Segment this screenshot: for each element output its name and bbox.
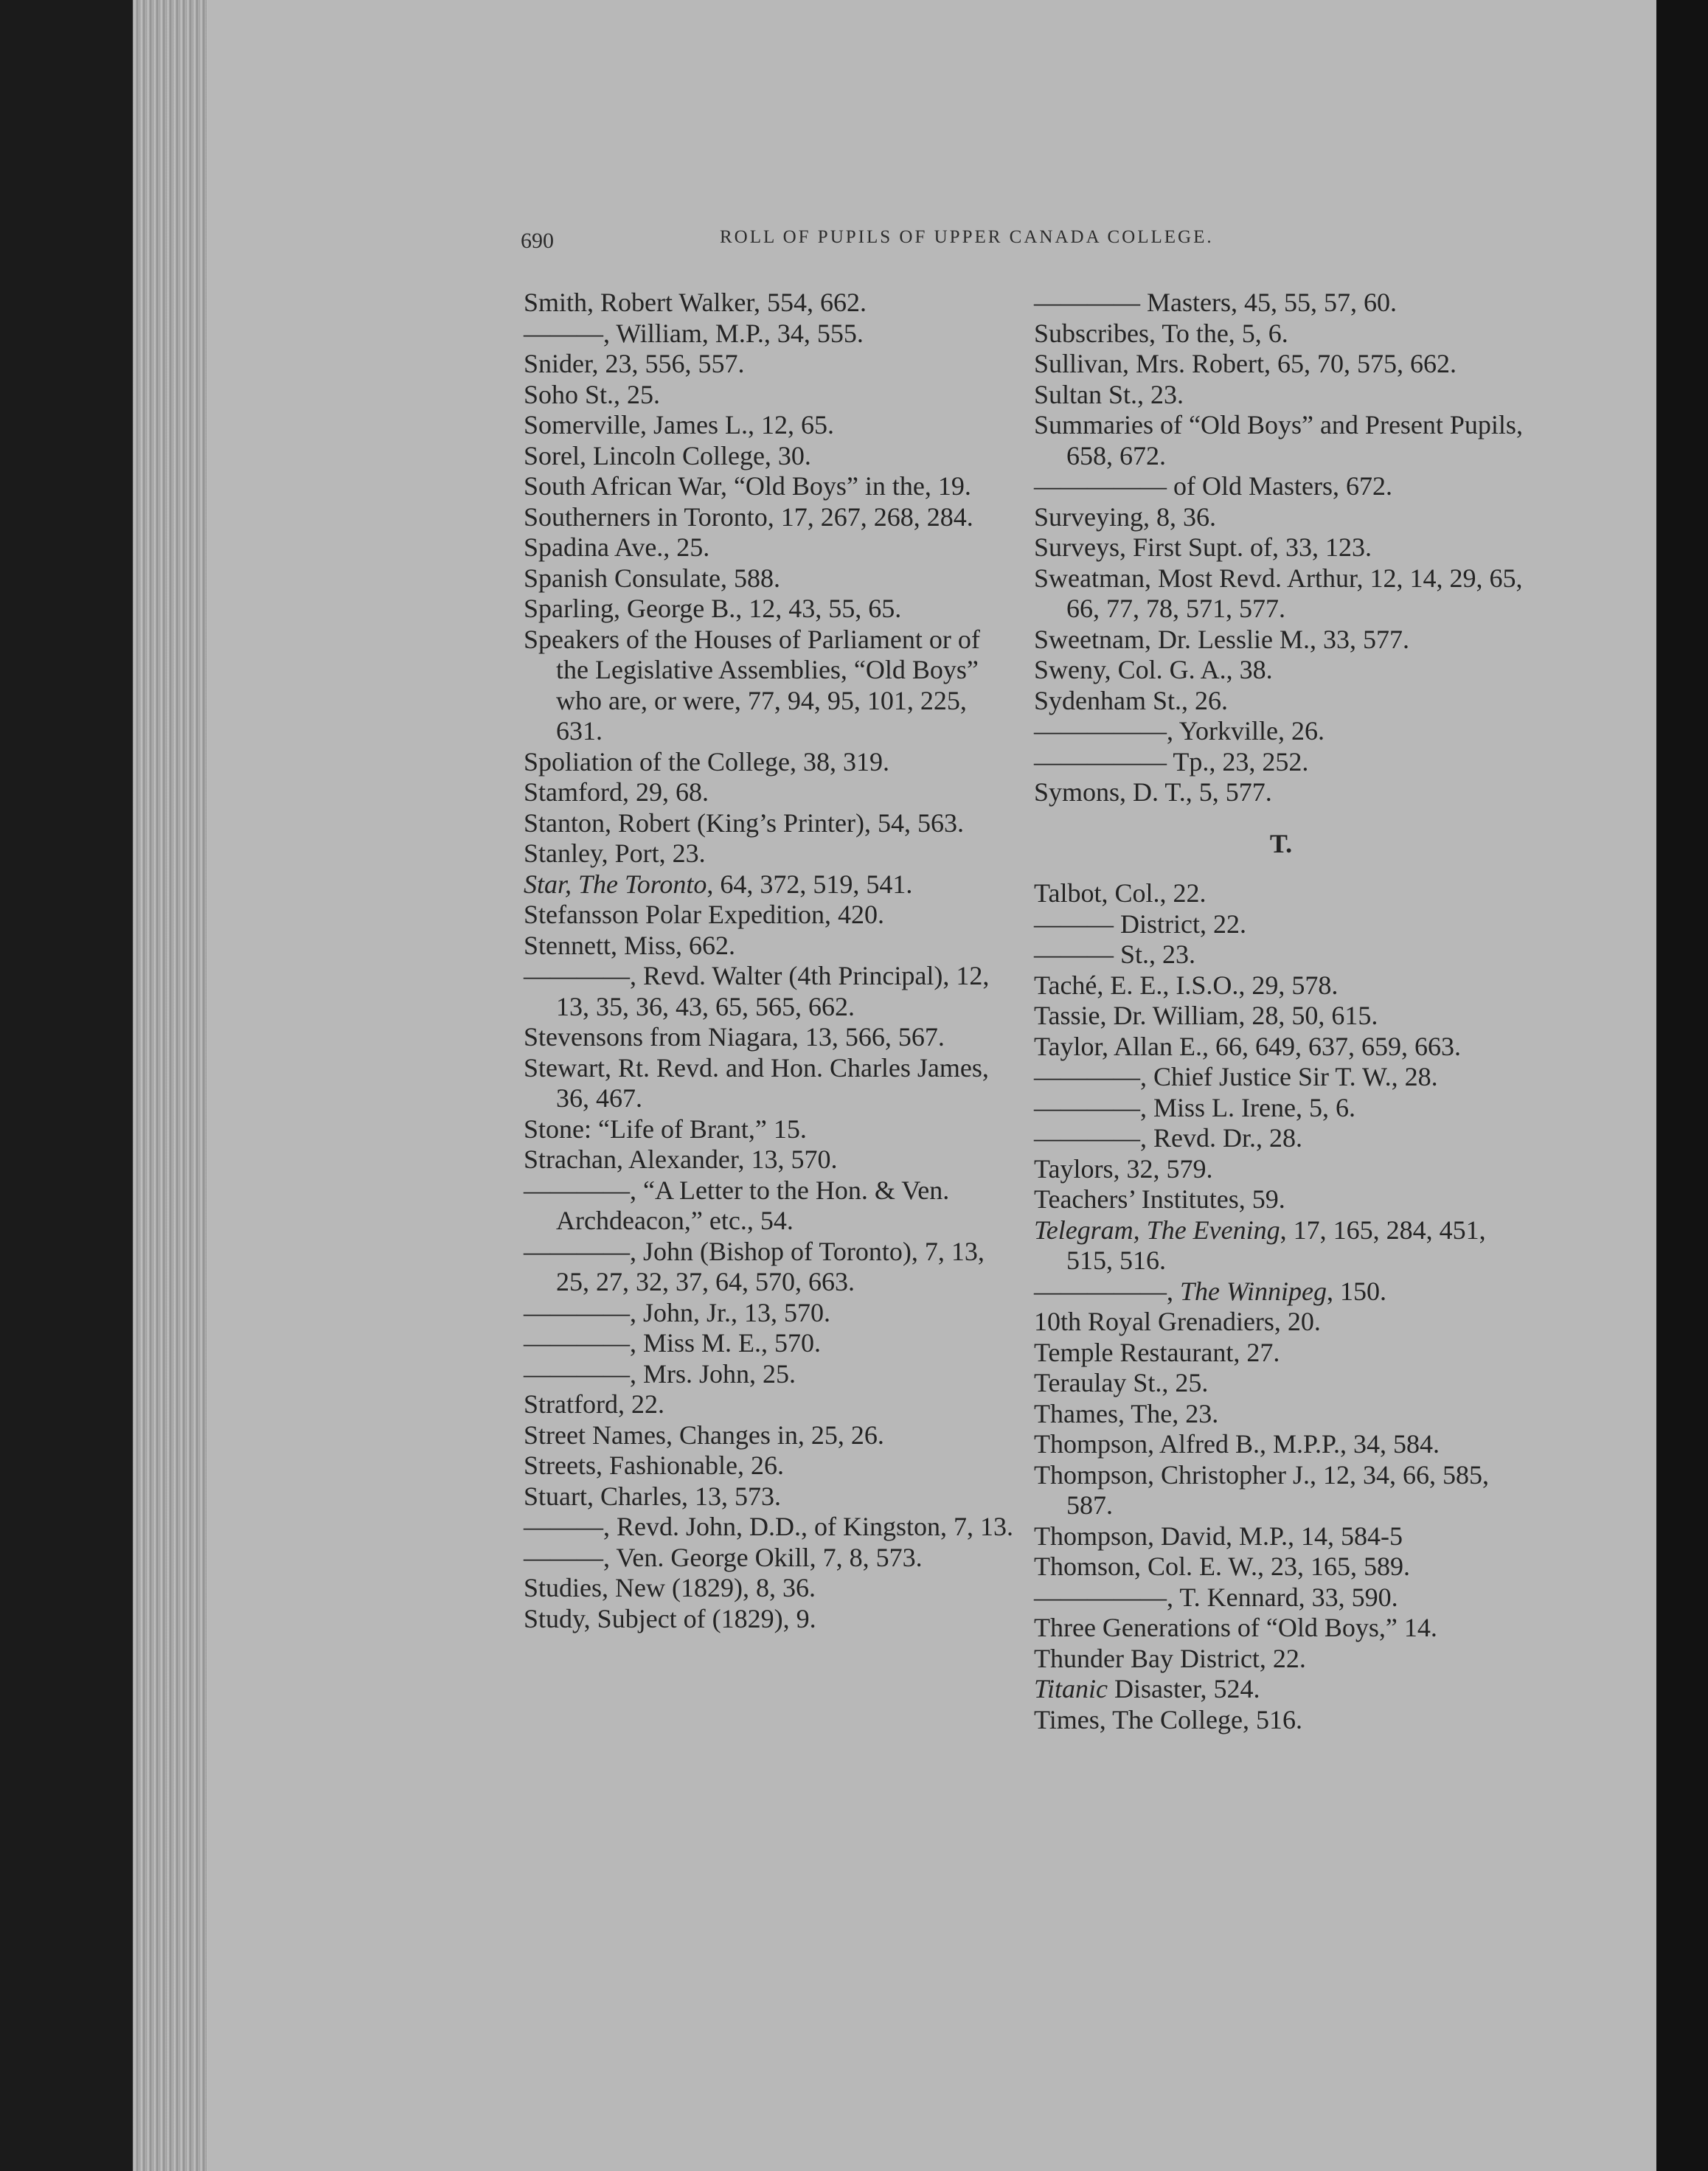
index-entry: Tassie, Dr. William, 28, 50, 615. <box>1034 1001 1378 1030</box>
index-entry: Stevensons from Niagara, 13, 566, 567. <box>524 1022 945 1052</box>
index-entry: Surveys, First Supt. of, 33, 123. <box>1034 532 1372 562</box>
index-entry: Southerners in Toronto, 17, 267, 268, 284. <box>524 501 973 532</box>
index-entry: Times, The College, 516. <box>1034 1704 1303 1734</box>
index-entry: ———, William, M.P., 34, 555. <box>524 318 864 348</box>
index-entry: —————, T. Kennard, 33, 590. <box>1034 1582 1398 1612</box>
index-entry: Thames, The, 23. <box>1034 1398 1219 1428</box>
index-entry: 10th Royal Grenadiers, 20. <box>1034 1307 1321 1336</box>
index-entry: Study, Subject of (1829), 9. <box>524 1603 816 1633</box>
index-entry: Sweetnam, Dr. Lesslie M., 33, 577. <box>1034 624 1409 654</box>
section-letter-t: T. <box>1269 828 1293 858</box>
index-entry: Thompson, Christopher J., 12, 34, 66, 585, 587. <box>1034 1459 1489 1520</box>
index-entry: Temple Restaurant, 27. <box>1034 1337 1280 1367</box>
index-entry: Teraulay St., 25. <box>1034 1368 1209 1397</box>
index-entry: Stanton, Robert (King’s Printer), 54, 563. <box>524 807 964 838</box>
index-entry: ————, Revd. Walter (4th Principal), 12, 13, 35, 36, 43, 65, 565, 662. <box>524 961 990 1021</box>
index-entry: Spoliation of the College, 38, 319. <box>524 746 889 777</box>
index-entry: Titanic Disaster, 524. <box>1034 1674 1260 1703</box>
index-entry: ————, Miss L. Irene, 5, 6. <box>1034 1092 1355 1122</box>
index-entry: Star, The Toronto, 64, 372, 519, 541. <box>524 869 913 899</box>
index-entry: ————— of Old Masters, 672. <box>1034 471 1392 501</box>
index-entry: Stone: “Life of Brant,” 15. <box>524 1114 807 1144</box>
index-entry: Taylor, Allan E., 66, 649, 637, 659, 663. <box>1034 1031 1461 1061</box>
index-entry: ———, Ven. George Okill, 7, 8, 573. <box>524 1542 923 1572</box>
index-entry: Spanish Consulate, 588. <box>524 563 780 593</box>
index-entry: South African War, “Old Boys” in the, 19. <box>524 471 971 501</box>
index-entry: Sweatman, Most Revd. Arthur, 12, 14, 29, 65, 66, 77, 78, 571, 577. <box>1034 563 1523 623</box>
index-column-left <box>524 288 1018 1634</box>
index-entry: Speakers of the Houses of Parliament or of the Legislative Assemblies, “Old Boys” who are, or were, 77, 94, 95, 101, 225, 631. <box>524 624 980 746</box>
index-entry: ———— Masters, 45, 55, 57, 60. <box>1034 288 1397 317</box>
index-entry: Symons, D. T., 5, 577. <box>1034 777 1272 807</box>
index-entry: Stennett, Miss, 662. <box>524 930 736 960</box>
index-entry: Somerville, James L., 12, 65. <box>524 410 834 440</box>
page-shadow <box>1656 0 1708 2171</box>
index-entry: ————, “A Letter to the Hon. & Ven. Archdeacon,” etc., 54. <box>524 1175 950 1235</box>
index-entry: Stanley, Port, 23. <box>524 838 706 868</box>
index-entry: Thunder Bay District, 22. <box>1034 1643 1306 1673</box>
index-entry: Surveying, 8, 36. <box>1034 501 1216 532</box>
index-entry: Snider, 23, 556, 557. <box>524 349 745 378</box>
index-entry: Teachers’ Institutes, 59. <box>1034 1184 1285 1214</box>
index-entry: Thompson, David, M.P., 14, 584-5 <box>1034 1521 1403 1551</box>
index-entry: Stewart, Rt. Revd. and Hon. Charles James, 36, 467. <box>524 1052 989 1113</box>
index-section-t <box>1034 878 1528 1735</box>
index-entry: ——— District, 22. <box>1034 909 1246 939</box>
index-entry: Smith, Robert Walker, 554, 662. <box>524 288 867 317</box>
index-entry: ——— St., 23. <box>1034 939 1196 969</box>
index-entry: Spadina Ave., 25. <box>524 532 710 562</box>
index-entry: ————, Chief Justice Sir T. W., 28. <box>1034 1062 1438 1091</box>
index-entry: —————, The Winnipeg, 150. <box>1034 1276 1386 1306</box>
index-entry: Streets, Fashionable, 26. <box>524 1451 784 1480</box>
index-entry: —————, Yorkville, 26. <box>1034 716 1325 746</box>
index-entry: ————, John, Jr., 13, 570. <box>524 1297 831 1327</box>
index-entry: ————— Tp., 23, 252. <box>1034 746 1309 777</box>
index-entry: ————, Revd. Dr., 28. <box>1034 1123 1302 1153</box>
running-title: ROLL OF PUPILS OF UPPER CANADA COLLEGE. <box>720 227 1214 247</box>
index-entry: ————, John (Bishop of Toronto), 7, 13, 25, 27, 32, 37, 64, 570, 663. <box>524 1236 985 1296</box>
index-entry: Summaries of “Old Boys” and Present Pupils, 658, 672. <box>1034 410 1523 470</box>
index-entry: Sydenham St., 26. <box>1034 685 1229 715</box>
index-entry: ————, Mrs. John, 25. <box>524 1358 796 1389</box>
index-entry: Thomson, Col. E. W., 23, 165, 589. <box>1034 1552 1411 1581</box>
page-number: 690 <box>521 229 554 253</box>
index-entry: Strachan, Alexander, 13, 570. <box>524 1144 838 1174</box>
index-entry: Taché, E. E., I.S.O., 29, 578. <box>1034 970 1339 1000</box>
index-entry: Subscribes, To the, 5, 6. <box>1034 318 1288 348</box>
page-header <box>521 226 1317 263</box>
index-entry: Sweny, Col. G. A., 38. <box>1034 655 1273 684</box>
index-entry: Talbot, Col., 22. <box>1034 878 1207 908</box>
index-entry: Sorel, Lincoln College, 30. <box>524 440 811 470</box>
index-entry: Three Generations of “Old Boys,” 14. <box>1034 1613 1437 1642</box>
index-entry: Street Names, Changes in, 25, 26. <box>524 1420 884 1450</box>
index-entry: Sparling, George B., 12, 43, 55, 65. <box>524 594 902 623</box>
index-entry: Stamford, 29, 68. <box>524 777 709 807</box>
index-entry: Sullivan, Mrs. Robert, 65, 70, 575, 662. <box>1034 349 1457 378</box>
index-entry: Stuart, Charles, 13, 573. <box>524 1481 781 1511</box>
index-entry: Studies, New (1829), 8, 36. <box>524 1573 816 1602</box>
index-entry: Telegram, The Evening, 17, 165, 284, 451, 515, 516. <box>1034 1215 1486 1275</box>
book-page-edges <box>133 0 214 2171</box>
index-entry: ———, Revd. John, D.D., of Kingston, 7, 13. <box>524 1512 1013 1541</box>
index-entry: Thompson, Alfred B., M.P.P., 34, 584. <box>1034 1429 1440 1459</box>
index-section-s <box>1034 288 1528 808</box>
index-entry: Soho St., 25. <box>524 379 661 409</box>
index-entry: Stefansson Polar Expedition, 420. <box>524 900 884 929</box>
index-entry: Stratford, 22. <box>524 1389 664 1419</box>
index-entry: Sultan St., 23. <box>1034 379 1184 409</box>
index-column-right <box>1034 288 1528 1735</box>
index-entry: ————, Miss M. E., 570. <box>524 1328 822 1358</box>
index-entry: Taylors, 32, 579. <box>1034 1153 1213 1184</box>
